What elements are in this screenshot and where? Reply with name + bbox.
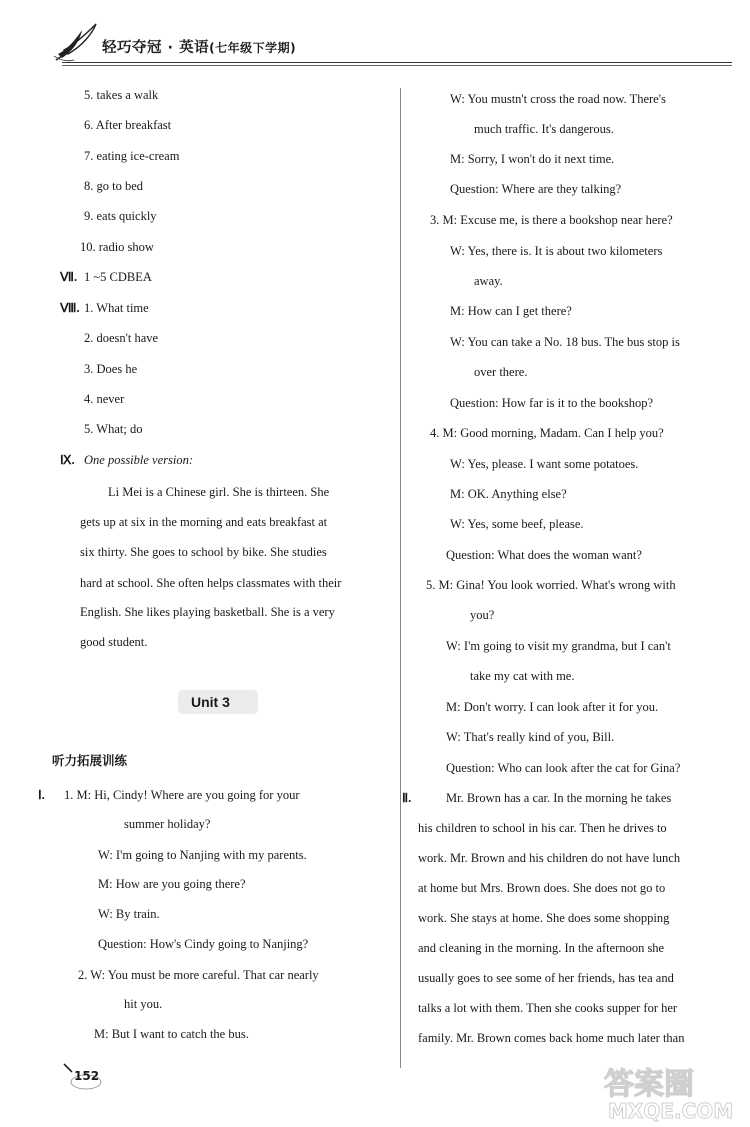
dialog-line: W: You can take a No. 18 bus. The bus stop is [450,335,680,349]
section-1-label: Ⅰ. [38,788,45,802]
dialog-line: 5. M: Gina! You look worried. What's wrong with [426,578,676,592]
answer-item: 8. go to bed [84,179,144,193]
dialog-line: W: Yes, please. I want some potatoes. [450,457,639,471]
passage-line: at home but Mrs. Brown does. She does not go to [418,881,666,895]
dialog-line: M: Don't worry. I can look after it for you. [446,700,659,714]
dialog-question: Question: How far is it to the bookshop? [450,396,654,410]
dialog-question: Question: What does the woman want? [446,548,642,562]
answer-item: 4. never [84,392,125,406]
essay-line: hard at school. She often helps classmates with their [80,576,342,590]
dialog-line: away. [474,274,503,288]
dialog-line: W: By train. [98,907,160,921]
unit-title: Unit 3 [191,694,230,710]
dialog-line: M: Sorry, I won't do it next time. [450,152,615,166]
dialog-line: W: You mustn't cross the road now. There's [450,92,666,106]
watermark-text: 答案圈 [604,1067,694,1102]
answer-item: 10. radio show [80,240,154,254]
passage-line: talks a lot with them. Then she cooks supper for her [418,1001,678,1015]
header-title-main: 轻巧夺冠 · 英语 [102,40,210,56]
section-7-answer: 1 ~5 CDBEA [84,270,152,284]
answer-item: 1. What time [84,301,149,315]
dialog-line: hit you. [124,997,163,1011]
dialog-line: summer holiday? [124,817,211,831]
essay-line: gets up at six in the morning and eats breakfast at [80,515,328,529]
dialog-line: 3. M: Excuse me, is there a bookshop near here? [430,213,673,227]
column-divider [400,88,401,1068]
watermark-url: MXQE.COM [608,1099,734,1122]
header-rule-thin [62,65,732,66]
passage-line: work. Mr. Brown and his children do not have lunch [418,851,681,865]
essay-line: good student. [80,635,148,649]
essay-line: six thirty. She goes to school by bike. She studies [80,545,327,559]
dialog-line: M: But I want to catch the bus. [94,1027,249,1041]
answer-item: 5. What; do [84,422,143,436]
section-2-label: Ⅱ. [402,791,412,805]
listening-section-title: 听力拓展训练 [52,753,128,768]
answer-item: 9. eats quickly [84,209,157,223]
dialog-line: W: Yes, some beef, please. [450,517,584,531]
passage-line: his children to school in his car. Then he drives to [418,821,667,835]
answer-item: 7. eating ice-cream [84,149,180,163]
section-8-label: Ⅷ. [60,301,80,315]
dialog-line: you? [470,608,495,622]
answer-item: 3. Does he [84,362,138,376]
dialog-line: W: Yes, there is. It is about two kilometers [450,244,663,258]
dialog-line: M: How are you going there? [98,877,246,891]
dialog-question: Question: Where are they talking? [450,182,622,196]
passage-line: and cleaning in the morning. In the afternoon she [418,941,665,955]
answer-item: 5. takes a walk [84,88,159,102]
answer-item: 2. doesn't have [84,331,159,345]
header-subtitle: (七年级下学期) [209,41,297,55]
dialog-line: take my cat with me. [470,669,575,683]
dialog-line: M: How can I get there? [450,304,572,318]
section-7-label: Ⅶ. [60,270,78,284]
page-header [52,14,732,74]
essay-line: English. She likes playing basketball. She is a very [80,605,335,619]
dialog-line: W: I'm going to Nanjing with my parents. [98,848,307,862]
essay-line: Li Mei is a Chinese girl. She is thirteen. She [108,485,330,499]
passage-line: usually goes to see some of her friends, has tea and [418,971,674,985]
dialog-line: W: I'm going to visit my grandma, but I can't [446,639,671,653]
page-number: 152 [74,1069,100,1083]
passage-line: Mr. Brown has a car. In the morning he takes [446,791,672,805]
dialog-line: 2. W: You must be more careful. That car nearly [78,968,319,982]
dialog-question: Question: How's Cindy going to Nanjing? [98,937,309,951]
quill-logo-icon [52,20,100,64]
passage-line: family. Mr. Brown comes back home much later than [418,1031,685,1045]
passage-line: work. She stays at home. She does some shopping [418,911,670,925]
header-title [102,36,296,57]
dialog-question: Question: Who can look after the cat for Gina? [446,761,681,775]
dialog-line: 4. M: Good morning, Madam. Can I help you? [430,426,664,440]
header-rule [62,62,732,63]
dialog-line: much traffic. It's dangerous. [474,122,614,136]
section-9-intro: One possible version: [84,453,194,467]
dialog-line: over there. [474,365,528,379]
dialog-line: M: OK. Anything else? [450,487,567,501]
section-9-label: Ⅸ. [60,453,75,467]
answer-item: 6. After breakfast [84,118,172,132]
dialog-line: W: That's really kind of you, Bill. [446,730,615,744]
dialog-line: 1. M: Hi, Cindy! Where are you going for your [64,788,300,802]
watermark-logo [600,1062,745,1122]
